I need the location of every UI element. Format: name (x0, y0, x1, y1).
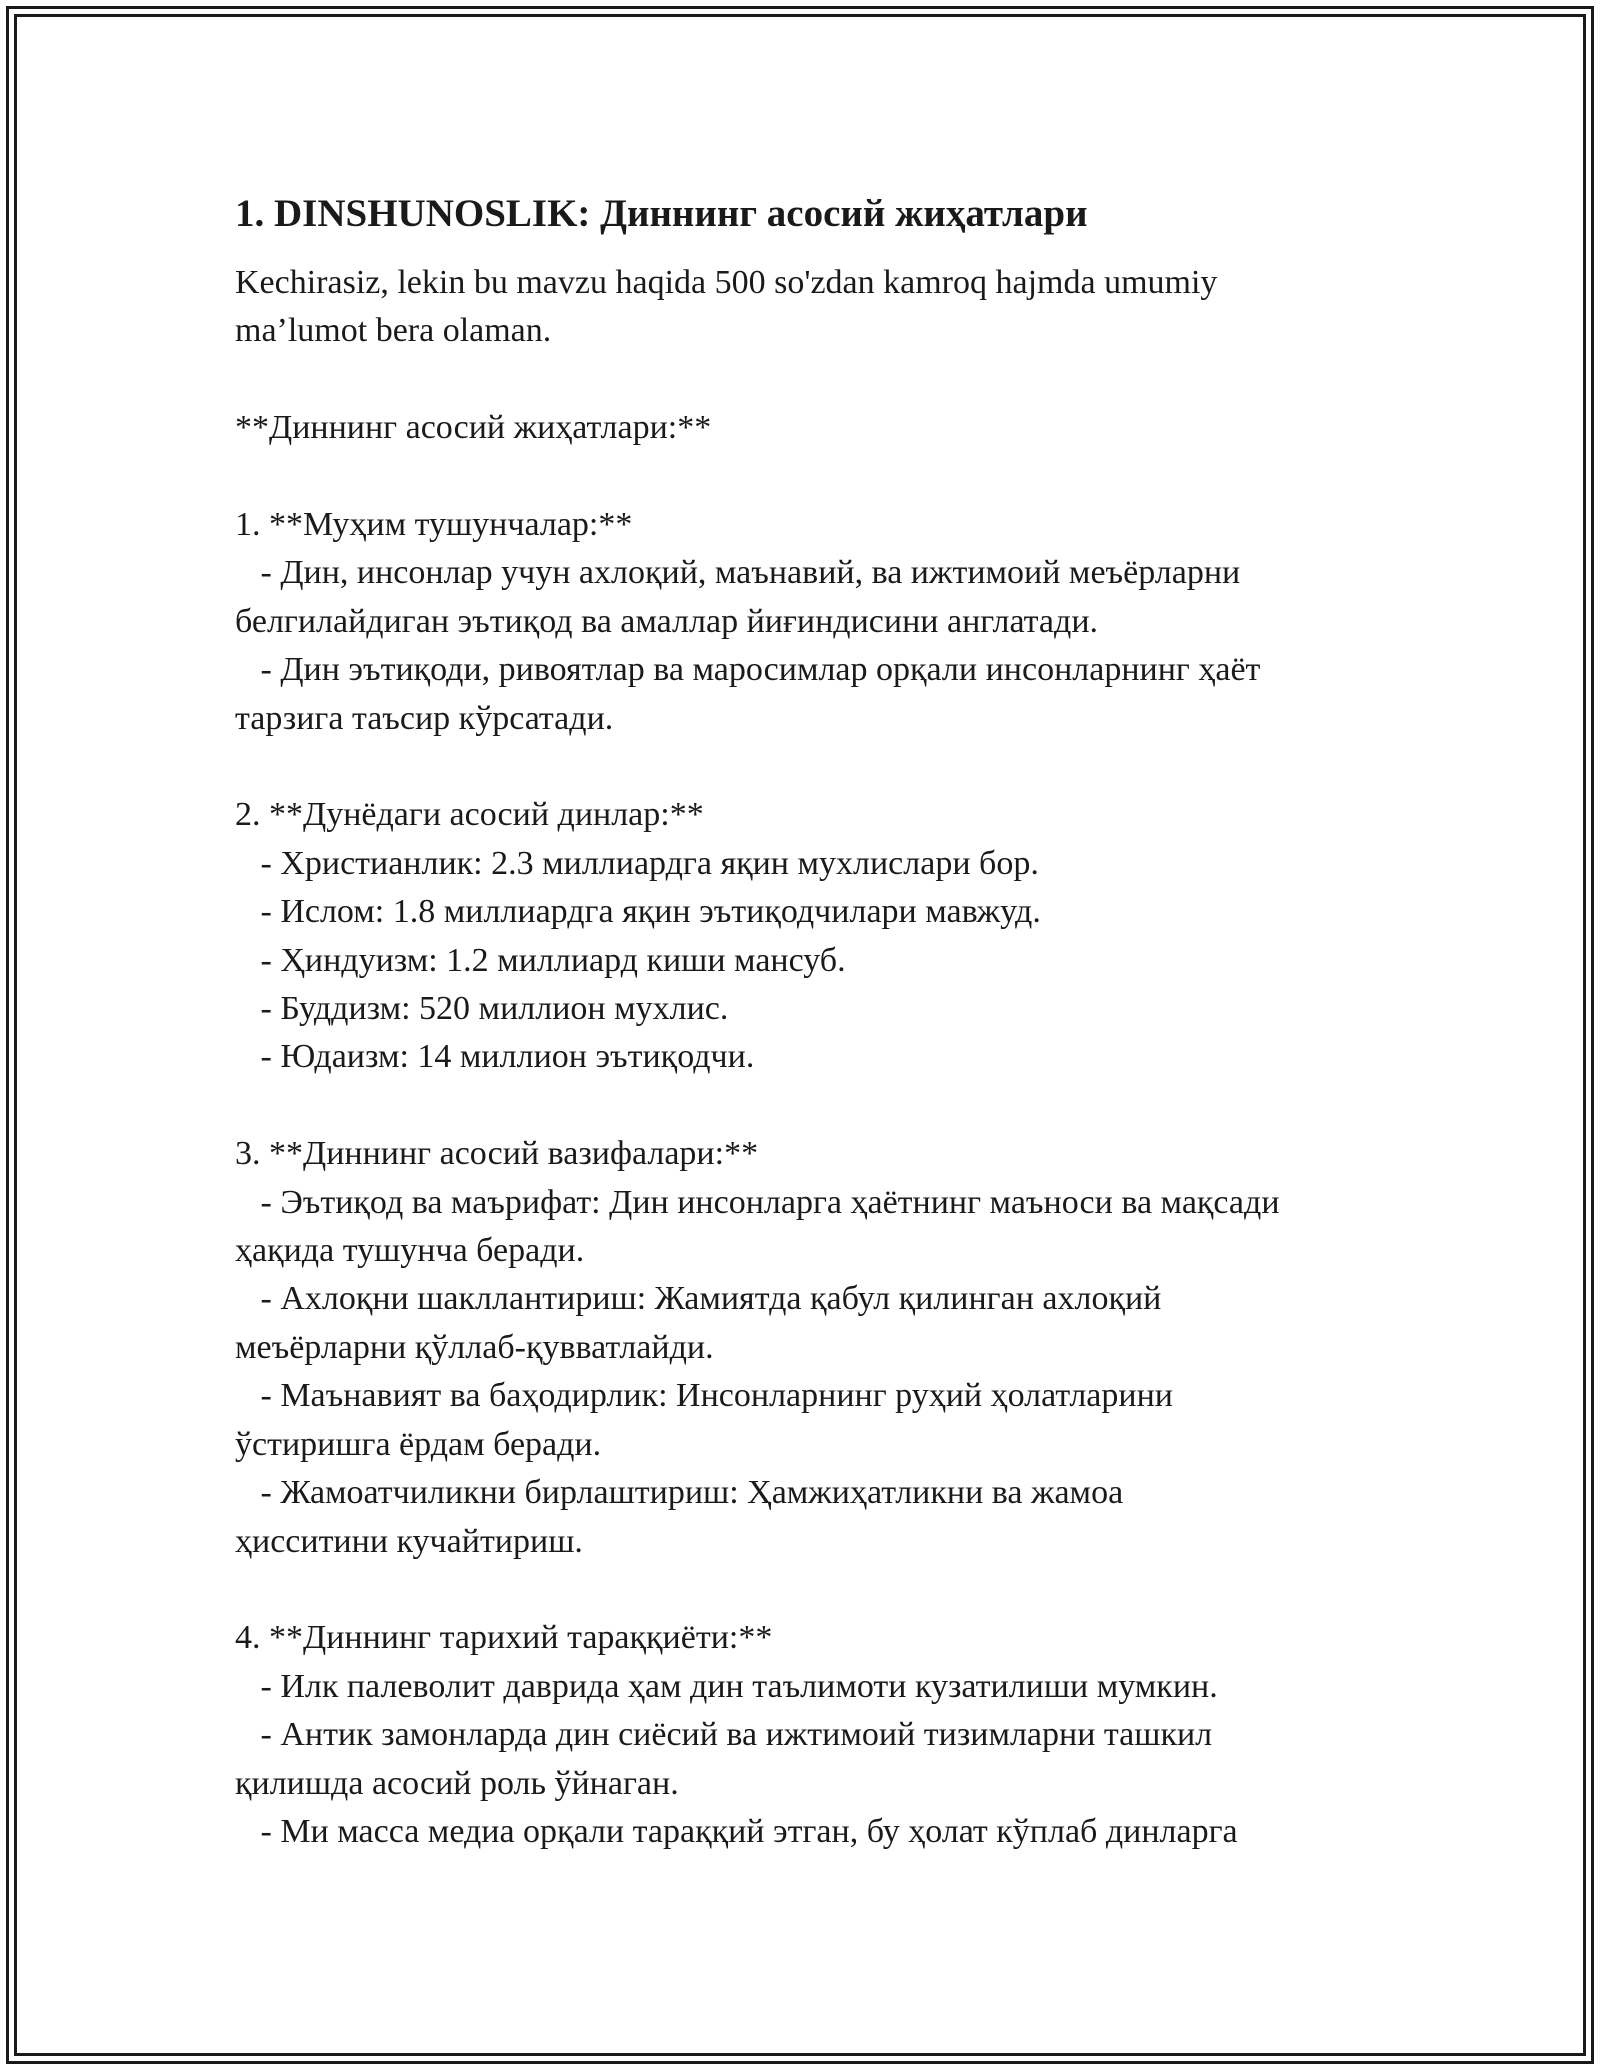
blank-line (235, 1082, 1395, 1130)
text-line: меъёрларни қўллаб-қувватлайди. (235, 1328, 714, 1366)
text-line: - Маънавият ва баҳодирлик: Инсонларнинг руҳий ҳолатларини (235, 1377, 1173, 1415)
section-heading: 3. **Диннинг асосий вазифалари:** (235, 1135, 759, 1173)
blank-line (235, 356, 1395, 404)
text-line: - Юдаизм: 14 миллион эътиқодчи. (235, 1038, 755, 1076)
text-line: ma’lumot bera olaman. (235, 312, 552, 350)
text-line: - Илк палеволит даврида ҳам дин таълимоти кузатилиши мумкин. (235, 1667, 1218, 1705)
text-line: **Диннинг асосий жиҳатлари:** (235, 409, 712, 447)
text-line: - Эътиқод ва маърифат: Дин инсонларга ҳаётнинг маъноси ва мақсади (235, 1183, 1280, 1221)
text-line: - Буддизм: 520 миллион мухлис. (235, 990, 729, 1028)
text-line: қилишда асосий роль ўйнаган. (235, 1764, 679, 1802)
text-line: - Христианлик: 2.3 миллиардга яқин мухлислари бор. (235, 844, 1039, 882)
text-line: - Ҳиндуизм: 1.2 миллиард киши мансуб. (235, 941, 846, 979)
text-line: - Ми масса медиа орқали тараққий этган, бу ҳолат кўплаб динларга (235, 1812, 1238, 1850)
text-line: - Жамоатчиликни бирлаштириш: Ҳамжиҳатликни ва жамоа (235, 1474, 1124, 1512)
section-heading: 4. **Диннинг тарихий тараққиёти:** (235, 1619, 773, 1657)
text-line: - Дин, инсонлар учун ахлоқий, маънавий, ва ижтимоий меъёрларни (235, 554, 1241, 592)
text-line: ҳақида тушунча беради. (235, 1232, 585, 1270)
section-heading: 2. **Дунёдаги асосий динлар:** (235, 796, 704, 834)
text-line: - Ислом: 1.8 миллиардга яқин эътиқодчилари мавжуд. (235, 893, 1041, 931)
text-line: - Антик замонларда дин сиёсий ва ижтимоий тизимларни ташкил (235, 1716, 1213, 1754)
text-line: белгилайдиган эътиқод ва амаллар йиғиндисини англатади. (235, 602, 1099, 640)
document-title: 1. DINSHUNOSLIK: Диннинг асосий жиҳатлари (235, 192, 1088, 235)
text-line: - Ахлоқни шакллантириш: Жамиятда қабул қилинган ахлоқий (235, 1280, 1162, 1318)
text-line: ҳисситини кучайтириш. (235, 1522, 583, 1560)
section-heading: 1. **Муҳим тушунчалар:** (235, 506, 633, 543)
blank-line (235, 743, 1395, 791)
text-line: тарзига таъсир кўрсатади. (235, 699, 614, 737)
text-line: - Дин эътиқоди, ривоятлар ва маросимлар орқали инсонларнинг ҳаёт (235, 651, 1261, 689)
blank-line (235, 1566, 1395, 1614)
blank-line (235, 453, 1395, 501)
document-body (235, 185, 1395, 1856)
text-line: Kechirasiz, lekin bu mavzu haqida 500 so'zdan kamroq hajmda umumiy (235, 264, 1218, 301)
text-line: ўстиришга ёрдам беради. (235, 1425, 602, 1463)
